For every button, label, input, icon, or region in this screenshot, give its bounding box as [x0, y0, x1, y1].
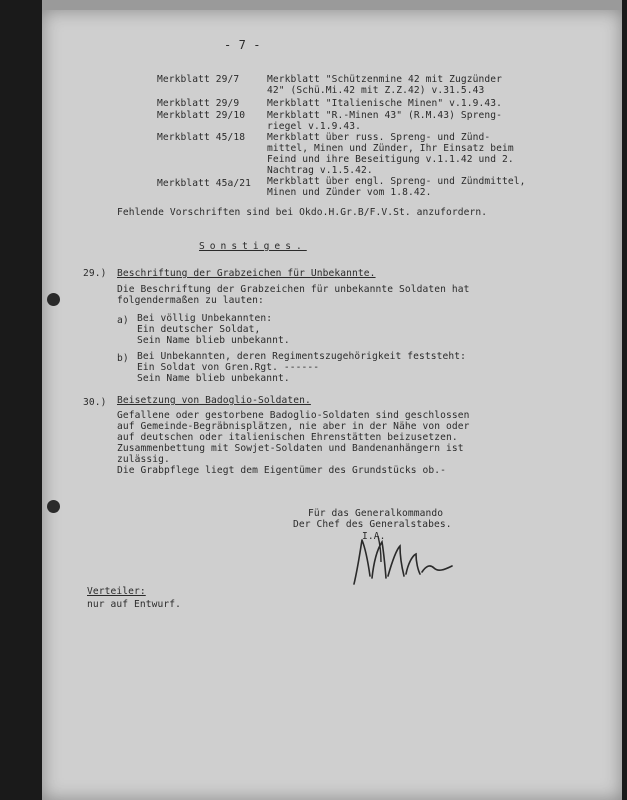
merkblatt-text: riegel v.1.9.43. [267, 121, 362, 132]
list-line: Ein Soldat von Gren.Rgt. ------ [137, 362, 320, 373]
closing-line: Der Chef des Generalstabes. [293, 519, 452, 530]
section-title: Sonstiges. [199, 241, 307, 252]
paragraph-line: zulässig. [117, 454, 170, 465]
merkblatt-text: Minen und Zünder vom 1.8.42. [267, 187, 432, 198]
merkblatt-text: Merkblatt "R.-Minen 43" (R.M.43) Spreng- [267, 110, 503, 121]
item-number: 30.) [83, 397, 107, 408]
closing-line: Für das Generalkommando [308, 508, 444, 519]
verteiler-label: Verteiler: [87, 586, 146, 597]
fehlende-vorschriften-note: Fehlende Vorschriften sind bei Okdo.H.Gr.B/F.V.St. anzufordern. [117, 207, 488, 218]
paragraph-line: Zusammenbettung mit Sowjet-Soldaten und Bandenanhängern ist [117, 443, 464, 454]
merkblatt-text: Feind und ihre Beseitigung v.1.1.42 und 2. [267, 154, 514, 165]
paragraph-line: folgendermaßen zu lauten: [117, 295, 264, 306]
merkblatt-id: Merkblatt 45/18 [157, 132, 246, 143]
merkblatt-id: Merkblatt 29/9 [157, 98, 240, 109]
punch-hole [47, 293, 60, 306]
merkblatt-text: mittel, Minen und Zünder, Ihr Einsatz beim [267, 143, 514, 154]
verteiler-text: nur auf Entwurf. [87, 599, 182, 610]
merkblatt-id: Merkblatt 29/10 [157, 110, 246, 121]
closing-line: I.A. [362, 531, 386, 542]
merkblatt-id: Merkblatt 29/7 [157, 74, 240, 85]
merkblatt-text: Merkblatt "Schützenmine 42 mit Zugzünder [267, 74, 503, 85]
handwritten-signature [348, 532, 468, 592]
merkblatt-text: Merkblatt "Italienische Minen" v.1.9.43. [267, 98, 503, 109]
list-label: a) [117, 315, 129, 326]
paragraph-line: auf Gemeinde-Begräbnisplätzen, nie aber in der Nähe von oder [117, 421, 470, 432]
merkblatt-id: Merkblatt 45a/21 [157, 178, 252, 189]
page-number: - 7 - [224, 38, 261, 52]
list-line: Ein deutscher Soldat, [137, 324, 261, 335]
item-number: 29.) [83, 268, 107, 279]
list-line: Sein Name blieb unbekannt. [137, 335, 290, 346]
list-line: Sein Name blieb unbekannt. [137, 373, 290, 384]
merkblatt-text: Merkblatt über russ. Spreng- und Zünd- [267, 132, 491, 143]
merkblatt-text: 42" (Schü.Mi.42 mit Z.Z.42) v.31.5.43 [267, 85, 485, 96]
list-heading: Bei völlig Unbekannten: [137, 313, 273, 324]
item-heading: Beschriftung der Grabzeichen für Unbekannte. [117, 268, 376, 279]
paragraph-line: Die Beschriftung der Grabzeichen für unbekannte Soldaten hat [117, 284, 470, 295]
list-heading: Bei Unbekannten, deren Regimentszugehörigkeit feststeht: [137, 351, 467, 362]
item-heading: Beisetzung von Badoglio-Soldaten. [117, 395, 311, 406]
merkblatt-text: Merkblatt über engl. Spreng- und Zündmittel, [267, 176, 526, 187]
list-label: b) [117, 353, 129, 364]
paragraph-line: auf deutschen oder italienischen Ehrenstätten beizusetzen. [117, 432, 458, 443]
merkblatt-text: Nachtrag v.1.5.42. [267, 165, 373, 176]
paragraph-line: Die Grabpflege liegt dem Eigentümer des Grundstücks ob.- [117, 465, 447, 476]
punch-hole [47, 500, 60, 513]
paragraph-line: Gefallene oder gestorbene Badoglio-Soldaten sind geschlossen [117, 410, 470, 421]
